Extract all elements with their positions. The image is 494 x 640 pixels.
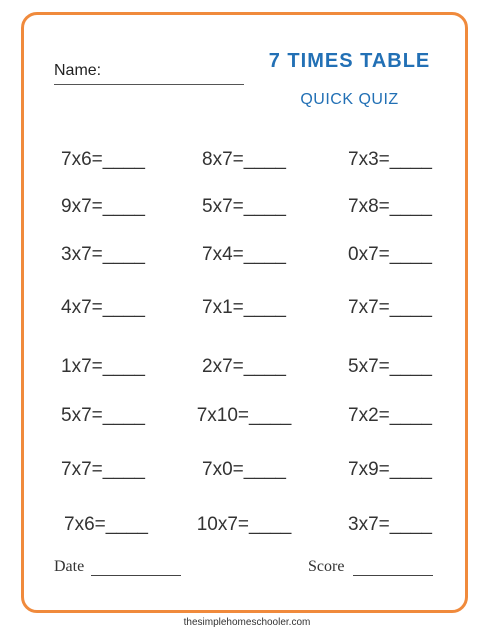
problem-c3-r3: 0x7=____ xyxy=(348,244,432,265)
problem-c1-r6: 5x7=____ xyxy=(61,405,145,426)
problem-c3-r1: 7x3=____ xyxy=(348,149,432,170)
problem-c3-r5: 5x7=____ xyxy=(348,356,432,377)
score-line xyxy=(353,575,433,576)
date-line xyxy=(91,575,181,576)
problem-c1-r1: 7x6=____ xyxy=(61,149,145,170)
problem-c3-r2: 7x8=____ xyxy=(348,196,432,217)
problem-c2-r3: 7x4=____ xyxy=(202,244,286,265)
score-label: Score xyxy=(308,558,345,575)
problem-c3-r6: 7x2=____ xyxy=(348,405,432,426)
problem-c2-r7: 7x0=____ xyxy=(202,459,286,480)
problem-c1-r2: 9x7=____ xyxy=(61,196,145,217)
worksheet-title: 7 TIMES TABLE xyxy=(268,50,431,72)
website-credit: thesimplehomeschooler.com xyxy=(183,617,311,628)
problem-c2-r1: 8x7=____ xyxy=(202,149,286,170)
worksheet-subtitle: QUICK QUIZ xyxy=(300,91,399,108)
problem-c1-r5: 1x7=____ xyxy=(61,356,145,377)
date-label: Date xyxy=(54,558,85,575)
problem-c2-r8: 10x7=____ xyxy=(196,514,292,535)
problem-c2-r4: 7x1=____ xyxy=(202,297,286,318)
problem-c3-r8: 3x7=____ xyxy=(348,514,432,535)
problem-c2-r5: 2x7=____ xyxy=(202,356,286,377)
problem-c1-r8: 7x6=____ xyxy=(64,514,148,535)
problem-c1-r4: 4x7=____ xyxy=(61,297,145,318)
problem-c1-r3: 3x7=____ xyxy=(61,244,145,265)
name-line xyxy=(54,84,244,85)
problem-c2-r6: 7x10=____ xyxy=(196,405,292,426)
name-label: Name: xyxy=(54,62,102,79)
problem-c1-r7: 7x7=____ xyxy=(61,459,145,480)
problem-c2-r2: 5x7=____ xyxy=(202,196,286,217)
problem-c3-r7: 7x9=____ xyxy=(348,459,432,480)
problem-c3-r4: 7x7=____ xyxy=(348,297,432,318)
